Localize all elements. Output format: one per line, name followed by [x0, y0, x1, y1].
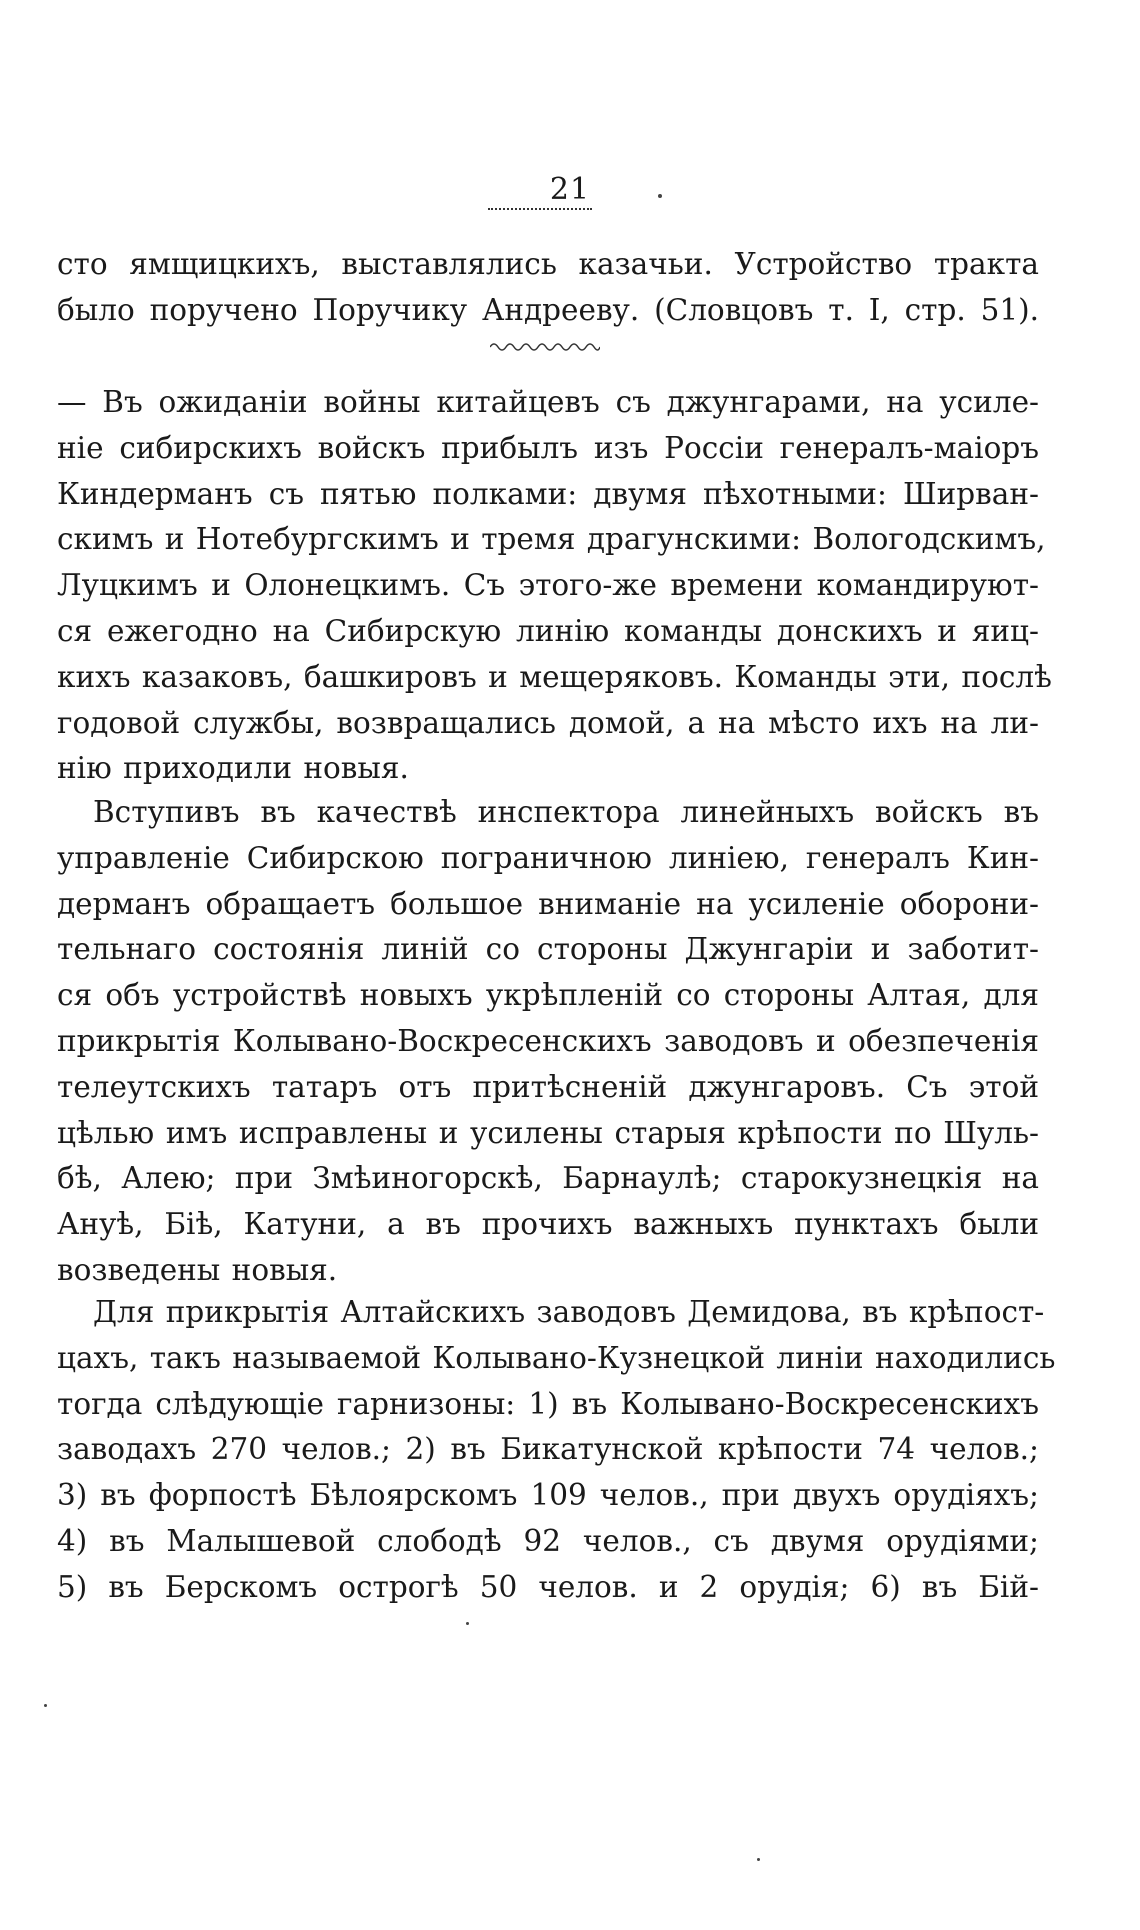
text-line: 5) въ Берскомъ острогѣ 50 челов. и 2 орудія; 6) въ Бій-: [57, 1569, 1039, 1604]
text-line: цѣлью имъ исправлены и усилены старыя крѣпости по Шуль-: [57, 1115, 1039, 1150]
page-number-underline: [488, 208, 592, 210]
text-line: скимъ и Нотебургскимъ и тремя драгунскими: Вологодскимъ,: [57, 522, 1046, 557]
wavy-divider-ornament: [490, 340, 600, 354]
paragraph-continuation: [57, 242, 1039, 334]
text-line: дерманъ обращаетъ большое вниманіе на усиленіе оборони-: [57, 886, 1039, 921]
text-line: тогда слѣдующіе гарнизоны: 1) въ Колывано-Воскресенскихъ: [57, 1386, 1039, 1421]
text-line: 4) въ Малышевой слободѣ 92 челов., съ двумя орудіями;: [57, 1523, 1039, 1558]
text-line: телеутскихъ татаръ отъ притѣсненій джунгаровъ. Съ этой: [57, 1069, 1039, 1104]
text-line: заводахъ 270 челов.; 2) въ Бикатунской крѣпости 74 челов.;: [57, 1432, 1039, 1467]
page-number: 21: [549, 172, 591, 207]
text-line: 3) въ форпостѣ Бѣлоярскомъ 109 челов., при двухъ орудіяхъ;: [57, 1478, 1039, 1513]
text-line: бѣ, Алею; при Змѣиногорскѣ, Барнаулѣ; старокузнецкія на: [57, 1161, 1039, 1196]
text-line: управленіе Сибирскою пограничною линіею, генералъ Кин-: [57, 840, 1039, 875]
paragraph: [57, 1290, 1056, 1611]
paragraph: [57, 790, 1039, 1294]
paragraph: [57, 380, 1052, 792]
text-line: — Въ ожиданіи войны китайцевъ съ джунгарами, на усиле-: [57, 385, 1039, 419]
text-line: ніе сибирскихъ войскъ прибылъ изъ Россіи генералъ-маіоръ: [57, 430, 1039, 465]
stray-mark: [658, 194, 662, 198]
text-line: ся ежегодно на Сибирскую линію команды донскихъ и яиц-: [57, 613, 1039, 648]
text-line: сто ямщицкихъ, выставлялись казачьи. Устройство тракта: [57, 247, 1039, 281]
text-line: возведены новыя.: [57, 1252, 338, 1287]
text-line: тельнаго состоянія линій со стороны Джунгаріи и заботит-: [57, 932, 1039, 967]
text-line: было поручено Поручику Андрееву. (Словцовъ т. I, стр. 51).: [57, 292, 1039, 327]
text-line: Вступивъ въ качествѣ инспектора линейныхъ войскъ въ: [93, 795, 1039, 829]
text-line: ся объ устройствѣ новыхъ укрѣпленій со стороны Алтая, для: [57, 978, 1039, 1013]
text-line: Луцкимъ и Олонецкимъ. Съ этого-же времени командируют-: [57, 568, 1039, 603]
text-line: Для прикрытія Алтайскихъ заводовъ Демидова, въ крѣпост-: [93, 1295, 1045, 1329]
text-line: годовой службы, возвращались домой, а на мѣсто ихъ на ли-: [57, 705, 1039, 740]
stray-mark: [466, 1622, 469, 1625]
text-line: прикрытія Колывано-Воскресенскихъ заводовъ и обезпеченія: [57, 1023, 1039, 1058]
text-line: Киндерманъ съ пятью полками: двумя пѣхотными: Ширван-: [57, 476, 1039, 511]
text-line: цахъ, такъ называемой Колывано-Кузнецкой линіи находились: [57, 1340, 1056, 1375]
text-line: Ануѣ, Біѣ, Катуни, а въ прочихъ важныхъ пунктахъ были: [57, 1207, 1039, 1242]
stray-mark: [44, 1704, 47, 1707]
text-line: нію приходили новыя.: [57, 751, 409, 786]
stray-mark: [757, 1858, 760, 1861]
text-line: кихъ казаковъ, башкировъ и мещеряковъ. Команды эти, послѣ: [57, 659, 1052, 694]
